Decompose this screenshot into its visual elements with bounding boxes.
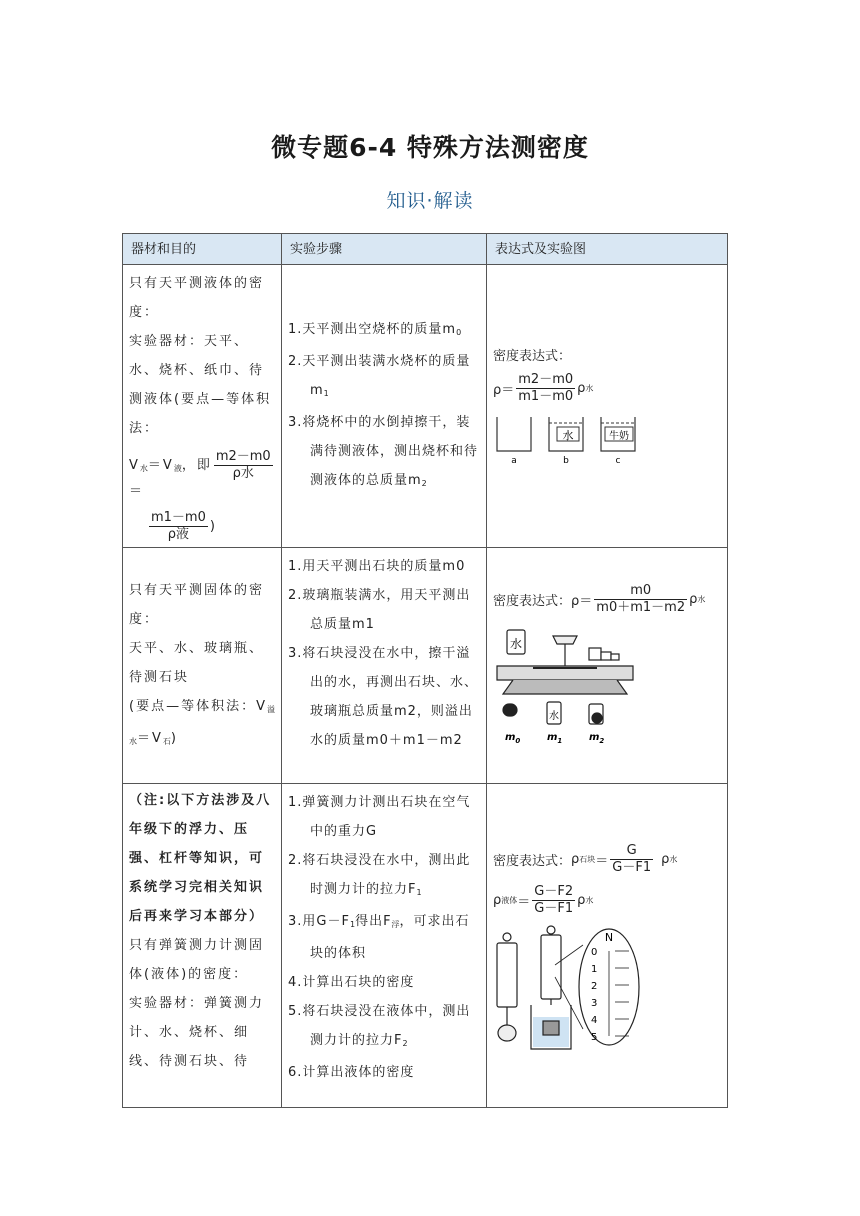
- section-title: 知识·解读: [386, 190, 474, 212]
- row3-expression-1: 密度表达式： ρ 石块 ＝ $\frac{G}{G-F1}$ ρ 水: [493, 842, 678, 875]
- fig2-water-label: 水: [509, 637, 523, 651]
- row2-purpose: 只有天平测固体的密度：: [129, 582, 265, 627]
- row2-materials-cell: [123, 548, 282, 784]
- row3-step-2: 2.将石块浸没在水中，测出此时测力计的拉力$F_1$: [288, 853, 471, 897]
- svg-text:b: b: [563, 456, 569, 465]
- row2-expression-cell: [487, 548, 728, 784]
- svg-text:a: a: [511, 456, 517, 465]
- knowledge-table: [122, 233, 728, 1108]
- row1-materials-cell: 只有天平测液体的密度： 实验器材：天平、水、烧杯、纸巾、待测液体(要点—等体积法： $V_水=V_液$，即 $\frac{m2-m0}{\text{ρ水}}$ ＝ $\frac{m1-m0}{\text{ρ液}}$ ): [123, 265, 282, 548]
- row3-step-1: 1.弹簧测力计测出石块在空气中的重力G: [288, 795, 471, 839]
- row3-note: （注:以下方法涉及八年级下的浮力、压强、杠杆等知识，可系统学习完相关知识后再来学习本部分）: [129, 793, 272, 924]
- svg-text:4: 4: [591, 1014, 598, 1026]
- row3-step-5: 5.将石块浸没在液体中，测出测力计的拉力$F_2$: [288, 1004, 471, 1048]
- row3-materials-cell: [123, 784, 282, 1108]
- row1-step-1: 1.天平测出空烧杯的质量$m_0$: [288, 321, 462, 337]
- row3-materials: 实验器材：弹簧测力计、水、烧杯、细线、待测石块、待: [129, 996, 265, 1069]
- fig-milk-label: 牛奶: [609, 431, 629, 442]
- row2-materials: 天平、水、玻璃瓶、待测石块: [129, 640, 265, 685]
- header-expression: 表达式及实验图: [487, 234, 728, 265]
- table-row-liquid-balance: [123, 265, 728, 548]
- row1-step-3: 3.将烧杯中的水倒掉擦干，装满待测液体，测出烧杯和待测液体的总质量$m_2$: [288, 414, 479, 488]
- spring-scale-figure: [493, 925, 643, 1053]
- page-title: 微专题6-4 特殊方法测密度: [271, 133, 589, 162]
- row3-expression-2: ρ 液体 ＝ $\frac{G-F2}{G-F1}$ ρ 水: [493, 883, 594, 916]
- row1-steps-cell: [282, 265, 487, 548]
- svg-text:N: N: [604, 930, 614, 944]
- header-materials: 器材和目的: [123, 234, 282, 265]
- row1-expr-label: 密度表达式：: [493, 349, 572, 364]
- row1-materials: 实验器材：天平、水、烧杯、纸巾、待测液体(要点—等体积法：: [129, 334, 272, 436]
- table-row-spring-scale: [123, 784, 728, 1108]
- fig-water-label: 水: [562, 429, 574, 442]
- svg-text:2: 2: [591, 980, 598, 992]
- row2-steps-cell: [282, 548, 487, 784]
- table-row-solid-balance: [123, 548, 728, 784]
- header-steps: 实验步骤: [282, 234, 487, 265]
- row1-expression: ρ＝ $\frac{m2-m0}{m1-m0}$ ρ 水: [493, 372, 594, 404]
- svg-text:m0: $m_0$: [505, 732, 521, 745]
- row1-equation: $V_水=V_液$，即 $\frac{m2-m0}{\text{ρ水}}$ ＝: [129, 449, 271, 499]
- row2-expression: 密度表达式： ρ＝ $\frac{m0}{m0+m1-m2}$ ρ 水: [493, 583, 706, 615]
- row3-step-4: 4.计算出石块的密度: [288, 975, 415, 990]
- svg-text:c: c: [615, 456, 621, 465]
- svg-text:5: 5: [591, 1031, 598, 1043]
- svg-text:m2: $m_2$: [589, 732, 605, 745]
- row1-fraction-liquid: $\frac{m1-m0}{\text{ρ液}}$: [151, 510, 206, 542]
- row3-step-3: 3.用$G-F_1$得出$F_浮$，可求出石块的体积: [288, 914, 470, 961]
- svg-text:水: 水: [549, 711, 559, 722]
- row2-note: (要点—等体积法：$V_{溢水}=V_石$): [129, 698, 275, 746]
- row3-expression-cell: [487, 784, 728, 1108]
- table-header-row: [123, 234, 728, 265]
- row1-fraction-water: $\frac{m2-m0}{\text{ρ水}}$: [215, 449, 271, 481]
- row2-step-3: 3.将石块浸没在水中，擦干溢出的水，再测出石块、水、玻璃瓶总质量m2，则溢出水的质量m0＋m1－m2: [288, 646, 479, 748]
- row3-steps-cell: [282, 784, 487, 1108]
- svg-text:m1: $m_1$: [547, 732, 563, 745]
- row2-step-1: 1.用天平测出石块的质量m0: [288, 559, 466, 574]
- row1-purpose: 只有天平测液体的密度：: [129, 276, 265, 320]
- svg-text:1: 1: [591, 963, 598, 975]
- row3-step-6: 6.计算出液体的密度: [288, 1065, 415, 1080]
- row2-step-2: 2.玻璃瓶装满水，用天平测出总质量m1: [288, 588, 471, 632]
- svg-text:3: 3: [591, 997, 598, 1009]
- balance-figure: [493, 624, 643, 752]
- svg-text:0: 0: [591, 946, 598, 958]
- row1-step-2: 2.天平测出装满水烧杯的质量$m_1$: [288, 353, 471, 398]
- row1-expression-cell: [487, 265, 728, 548]
- row3-purpose: 只有弹簧测力计测固体(液体)的密度：: [129, 938, 265, 982]
- beaker-figure: [493, 413, 643, 465]
